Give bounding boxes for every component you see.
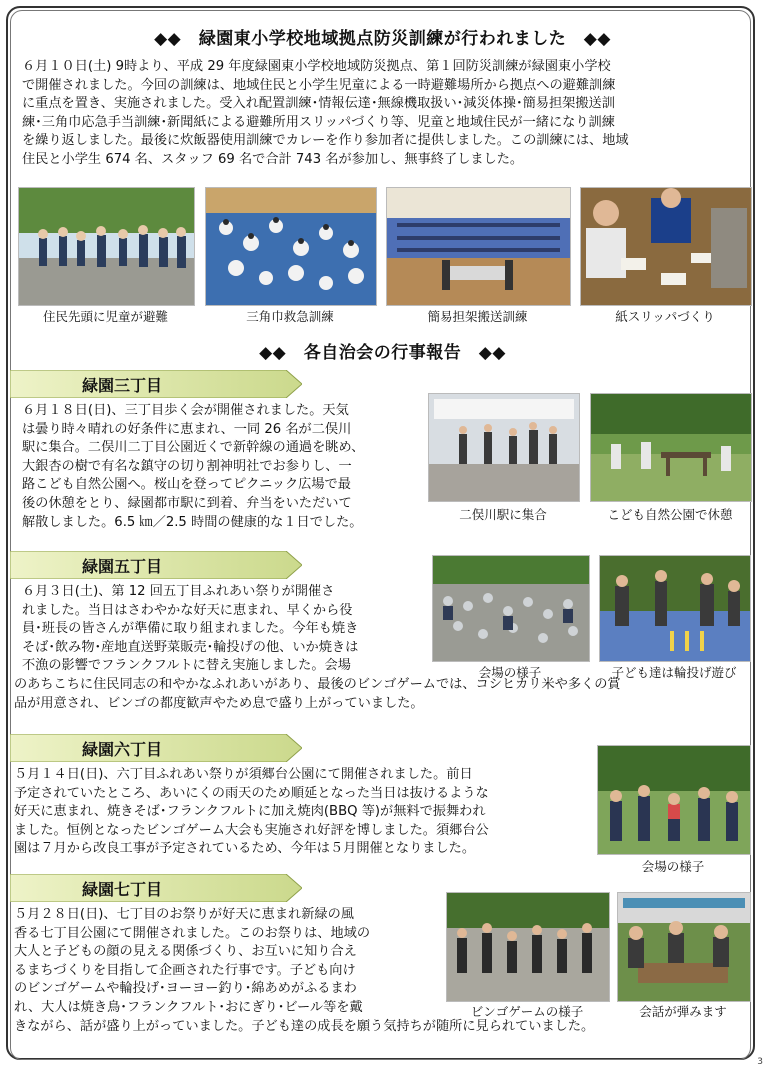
photo-caption: ビンゴゲームの様子 <box>470 1004 584 1019</box>
photo-caption: 二俣川駅に集合 <box>459 507 547 522</box>
intro-line: 練･三角巾応急手当訓練･新聞紙による避難所用スリッパづくり等、児童と地域住民が一緒になり訓練 <box>22 114 615 130</box>
intro-line: で開催されました。今回の訓練は、地域住民と小学生児童による一時避難場所から拠点への避難訓練 <box>22 77 616 93</box>
section-line: 後の休憩をとり、緑園都市駅に到着、弁当をいただいて <box>22 495 352 511</box>
section-line: れました。当日はさわやかな好天に恵まれ、早くから役 <box>22 602 353 618</box>
section-heading: 緑園七丁目 <box>82 880 163 899</box>
photo-caption: 子ども達は輪投げ遊び <box>611 665 737 680</box>
section-line: 不漁の影響でフランクフルトに替え実施しました。会場 <box>22 658 351 674</box>
section-line: 大銀杏の樹で有名な鎮守の切り割神明社でお参りし、一 <box>22 458 352 474</box>
section-banner-7 <box>10 874 302 902</box>
section-banner-6 <box>10 734 302 762</box>
section-heading: 緑園六丁目 <box>82 740 163 759</box>
photo-venue-6 <box>597 745 751 855</box>
section-line: 員･班長の皆さんが準備に取り組まれました。今年も焼き <box>22 621 359 637</box>
section-heading: 緑園五丁目 <box>82 557 163 576</box>
photo-caption: 簡易担架搬送訓練 <box>427 309 528 324</box>
section-heading: 緑園三丁目 <box>82 376 163 395</box>
intro-line: を繰り返しました。最後に炊飯器使用訓練でカレーを作り参加者に提供しました。この訓練には、地域 <box>22 133 629 149</box>
photo-paper-slippers <box>580 187 752 306</box>
section-line: るまちづくりを目指して企画された行事です。子ども向け <box>14 962 356 978</box>
section-banner-3 <box>10 370 302 398</box>
main-title: ◆◆ 緑園東小学校地域拠点防災訓練が行われました ◆◆ <box>154 29 611 49</box>
photo-caption: 三角巾救急訓練 <box>246 309 334 324</box>
section-line: れ、大人は焼き鳥･フランクフルト･おにぎり･ビール等を戴 <box>14 999 363 1015</box>
section-paragraph-5 <box>22 583 422 676</box>
section-line: 路こども自然公園へ。桜山を登ってピクニック広場で最 <box>22 477 351 493</box>
photo-station-gathering <box>428 393 580 502</box>
section-line: 予定されていたところ、あいにくの雨天のため順延となった当日は抜けるような <box>14 785 489 801</box>
section-line: ５月１４日(日)、六丁目ふれあい祭りが須郷台公園にて開催されました。前日 <box>14 767 473 782</box>
photo-caption: 住民先頭に児童が避難 <box>42 309 168 324</box>
section-line: 好天に恵まれ、焼きそば･フランクフルトに加え焼肉(BBQ 等)が無料で振舞われ <box>14 804 486 820</box>
section-line: 香る七丁目公園にて開催されました。このお祭りは、地域の <box>14 925 371 941</box>
photo-caption: 会場の様子 <box>478 665 542 680</box>
photo-evacuation <box>18 187 195 306</box>
section-line: 園は７月から改良工事が予定されているため、今年は５月開催となりました。 <box>14 841 476 857</box>
photo-caption: こども自然公園で休憩 <box>607 507 733 522</box>
section-line: そば･飲み物･産地直送野菜販売･輪投げの他、いか焼きは <box>22 639 359 655</box>
section-paragraph-7-wide <box>14 1018 749 1037</box>
section-line: 品が用意され、ビンゴの都度歓声やため息で盛り上がっていました。 <box>14 695 424 711</box>
intro-line: に重点を置き、実施されました。受入れ配置訓練･情報伝達･無線機取扱い･減災体操･簡易担架搬送訓 <box>22 96 615 112</box>
page-number: 3 <box>757 1057 763 1067</box>
section-paragraph-7 <box>14 906 438 1018</box>
photo-venue-5 <box>432 555 590 662</box>
section-line: ました。恒例となったビンゴゲーム大会も実施され好評を博しました。須郷台公 <box>14 822 489 838</box>
section-paragraph-3 <box>22 402 422 532</box>
photo-ring-toss <box>599 555 751 662</box>
photo-park-rest <box>590 393 752 502</box>
intro-line: ６月１０日(土) 9時より、平成 29 年度緑園東小学校地域防災拠点、第１回防災訓練が緑園東小学校 <box>22 59 611 74</box>
section-line: ６月１８日(日)、三丁目歩く会が開催されました。天気 <box>22 403 349 418</box>
intro-paragraph <box>22 58 744 170</box>
photo-conversation <box>617 892 751 1002</box>
reports-title: ◆◆ 各自治会の行事報告 ◆◆ <box>259 343 506 363</box>
photo-caption: 会話が弾みます <box>639 1004 727 1019</box>
section-line: のあちこちに住民同志の和やかなふれあいがあり、最後のビンゴゲームでは、コシヒカリ米や多くの賞 <box>14 677 621 692</box>
photo-first-aid <box>205 187 377 306</box>
section-line: ５月２８日(日)、七丁目のお祭りが好天に恵まれ新緑の風 <box>14 907 354 922</box>
intro-line: 住民と小学生 674 名、スタッフ 69 名で合計 743 名が参加し、無事終了しました。 <box>22 151 524 167</box>
section-line: 解散しました。6.5 ㎞／2.5 時間の健康的な１日でした。 <box>22 514 363 530</box>
section-line: ６月３日(土)、第 12 回五丁目ふれあい祭りが開催さ <box>22 584 335 599</box>
photo-bingo <box>446 892 610 1002</box>
section-paragraph-5-wide <box>14 676 749 713</box>
section-banner-5 <box>10 551 302 579</box>
section-line: きながら、話が盛り上がっていました。子ども達の成長を願う気持ちが随所に見られていました。 <box>14 1019 595 1034</box>
section-line: 駅に集合。二俣川二丁目公園近くで新幹線の通過を眺め、 <box>22 440 365 456</box>
section-line: は曇り時々晴れの好条件に恵まれ、一同 26 名が二俣川 <box>22 421 352 437</box>
section-line: 大人と子どもの顔の見える関係づくり、お互いに知り合え <box>14 944 357 960</box>
photo-caption: 紙スリッパづくり <box>615 309 715 324</box>
photo-caption: 会場の様子 <box>641 859 705 874</box>
photo-stretcher <box>386 187 571 306</box>
section-paragraph-6 <box>14 766 586 859</box>
section-line: のビンゴゲームや輪投げ･ヨーヨー釣り･綿あめがふるまわ <box>14 981 357 997</box>
